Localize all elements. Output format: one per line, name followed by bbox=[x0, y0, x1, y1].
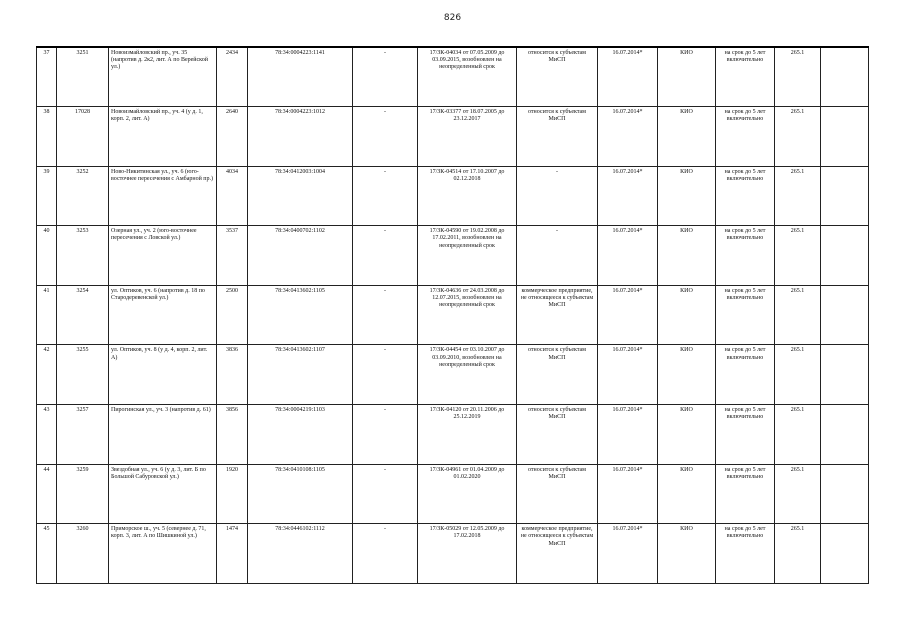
area-cell: 3537 bbox=[217, 226, 248, 286]
empty-cell-cell bbox=[821, 166, 869, 226]
empty-cell-cell bbox=[821, 285, 869, 345]
organization-cell: КИО bbox=[658, 166, 716, 226]
date-cell: 16.07.2014* bbox=[598, 47, 658, 107]
empty-cell-cell bbox=[821, 405, 869, 465]
row-number-cell: 39 bbox=[37, 166, 57, 226]
registry-rows bbox=[37, 47, 869, 583]
empty-cell-cell bbox=[821, 464, 869, 524]
organization-cell: КИО bbox=[658, 285, 716, 345]
page-number: 826 bbox=[443, 13, 462, 23]
table-row bbox=[37, 285, 869, 345]
cadastral-number-cell: 78:34:0413602:1107 bbox=[248, 345, 353, 405]
row-number-cell: 45 bbox=[37, 524, 57, 584]
address-cell: ул. Оптиков, уч. 6 (напротив д. 18 по Стародеревенской ул.) bbox=[109, 285, 217, 345]
smb-relation-cell: относится к субъектам МиСП bbox=[517, 47, 598, 107]
organization-cell: КИО bbox=[658, 524, 716, 584]
term-cell: на срок до 5 лет включительно bbox=[716, 285, 775, 345]
date-cell: 16.07.2014* bbox=[598, 405, 658, 465]
smb-relation-cell: коммерческое предприятие, не относящееся к субъектам МиСП bbox=[517, 285, 598, 345]
row-number-cell: 41 bbox=[37, 285, 57, 345]
dash-cell-cell: - bbox=[353, 226, 418, 286]
table-row bbox=[37, 345, 869, 405]
code-cell: 265.1 bbox=[775, 166, 821, 226]
row-number-cell: 43 bbox=[37, 405, 57, 465]
area-cell: 2640 bbox=[217, 107, 248, 167]
table-row bbox=[37, 524, 869, 584]
permit-info-cell: 17/ЗК-04514 от 17.10.2007 до 02.12.2018 bbox=[418, 166, 517, 226]
date-cell: 16.07.2014* bbox=[598, 166, 658, 226]
table-row bbox=[37, 166, 869, 226]
permit-info-cell: 17/ЗК-03377 от 18.07.2005 до 23.12.2017 bbox=[418, 107, 517, 167]
code-cell: 265.1 bbox=[775, 524, 821, 584]
date-cell: 16.07.2014* bbox=[598, 524, 658, 584]
code-cell: 265.1 bbox=[775, 464, 821, 524]
object-id-cell: 3254 bbox=[57, 285, 109, 345]
empty-cell-cell bbox=[821, 345, 869, 405]
area-cell: 3856 bbox=[217, 405, 248, 465]
organization-cell: КИО bbox=[658, 47, 716, 107]
address-cell: Новоизмайловский пр., уч. 35 (напротив д. 2к2, лит. А по Верейской ул.) bbox=[109, 47, 217, 107]
permit-info-cell: 17/ЗК-05029 от 12.05.2009 до 17.02.2018 bbox=[418, 524, 517, 584]
dash-cell-cell: - bbox=[353, 107, 418, 167]
area-cell: 2500 bbox=[217, 285, 248, 345]
smb-relation-cell: относится к субъектам МиСП bbox=[517, 464, 598, 524]
table-row bbox=[37, 464, 869, 524]
empty-cell-cell bbox=[821, 47, 869, 107]
table-row bbox=[37, 107, 869, 167]
code-cell: 265.1 bbox=[775, 345, 821, 405]
organization-cell: КИО bbox=[658, 107, 716, 167]
row-number-cell: 44 bbox=[37, 464, 57, 524]
area-cell: 1920 bbox=[217, 464, 248, 524]
code-cell: 265.1 bbox=[775, 47, 821, 107]
address-cell: Ново-Никитинская ул., уч. 6 (юго-восточнее пересечения с Амбарной пр.) bbox=[109, 166, 217, 226]
smb-relation-cell: относится к субъектам МиСП bbox=[517, 405, 598, 465]
object-id-cell: 17028 bbox=[57, 107, 109, 167]
permit-info-cell: 17/ЗК-04590 от 19.02.2008 до 17.02.2011, возобновлен на неопределенный срок bbox=[418, 226, 517, 286]
row-number-cell: 42 bbox=[37, 345, 57, 405]
address-cell: Пирогинская ул., уч. 3 (напротив д. 61) bbox=[109, 405, 217, 465]
object-id-cell: 3253 bbox=[57, 226, 109, 286]
term-cell: на срок до 5 лет включительно bbox=[716, 405, 775, 465]
term-cell: на срок до 5 лет включительно bbox=[716, 524, 775, 584]
term-cell: на срок до 5 лет включительно bbox=[716, 226, 775, 286]
smb-relation-cell: - bbox=[517, 226, 598, 286]
dash-cell-cell: - bbox=[353, 345, 418, 405]
cadastral-number-cell: 78:34:0400702:1102 bbox=[248, 226, 353, 286]
empty-cell-cell bbox=[821, 226, 869, 286]
dash-cell-cell: - bbox=[353, 405, 418, 465]
date-cell: 16.07.2014* bbox=[598, 226, 658, 286]
permit-info-cell: 17/ЗК-04636 от 24.03.2008 до 12.07.2015, возобновлен на неопределенный срок bbox=[418, 285, 517, 345]
cadastral-number-cell: 78:34:0004223:1141 bbox=[248, 47, 353, 107]
empty-cell-cell bbox=[821, 524, 869, 584]
cadastral-number-cell: 78:34:0410108:1105 bbox=[248, 464, 353, 524]
area-cell: 4034 bbox=[217, 166, 248, 226]
organization-cell: КИО bbox=[658, 226, 716, 286]
address-cell: Озерная ул., уч. 2 (юго-восточнее пересечения с Ловской ул.) bbox=[109, 226, 217, 286]
code-cell: 265.1 bbox=[775, 405, 821, 465]
dash-cell-cell: - bbox=[353, 47, 418, 107]
object-id-cell: 3259 bbox=[57, 464, 109, 524]
cadastral-number-cell: 78:34:0412003:1004 bbox=[248, 166, 353, 226]
code-cell: 265.1 bbox=[775, 107, 821, 167]
date-cell: 16.07.2014* bbox=[598, 345, 658, 405]
table-row bbox=[37, 405, 869, 465]
area-cell: 3836 bbox=[217, 345, 248, 405]
date-cell: 16.07.2014* bbox=[598, 285, 658, 345]
row-number-cell: 40 bbox=[37, 226, 57, 286]
organization-cell: КИО bbox=[658, 345, 716, 405]
date-cell: 16.07.2014* bbox=[598, 107, 658, 167]
term-cell: на срок до 5 лет включительно bbox=[716, 107, 775, 167]
term-cell: на срок до 5 лет включительно bbox=[716, 166, 775, 226]
area-cell: 1474 bbox=[217, 524, 248, 584]
term-cell: на срок до 5 лет включительно bbox=[716, 47, 775, 107]
permit-info-cell: 17/ЗК-04454 от 03.10.2007 до 03.09.2010, возобновлен на неопределенный срок bbox=[418, 345, 517, 405]
dash-cell-cell: - bbox=[353, 524, 418, 584]
empty-cell-cell bbox=[821, 107, 869, 167]
registry-table bbox=[36, 46, 869, 584]
smb-relation-cell: - bbox=[517, 166, 598, 226]
date-cell: 16.07.2014* bbox=[598, 464, 658, 524]
object-id-cell: 3257 bbox=[57, 405, 109, 465]
cadastral-number-cell: 78:34:0004219:1103 bbox=[248, 405, 353, 465]
row-number-cell: 37 bbox=[37, 47, 57, 107]
permit-info-cell: 17/ЗК-04961 от 01.04.2009 до 01.02.2020 bbox=[418, 464, 517, 524]
dash-cell-cell: - bbox=[353, 285, 418, 345]
cadastral-number-cell: 78:34:0446102:1112 bbox=[248, 524, 353, 584]
address-cell: Приморское ш., уч. 5 (севернее д. 71, корп. 3, лит. А по Шишкиной ул.) bbox=[109, 524, 217, 584]
table-row bbox=[37, 47, 869, 107]
table-row bbox=[37, 226, 869, 286]
address-cell: ул. Оптиков, уч. 8 (у д. 4, корп. 2, лит. А) bbox=[109, 345, 217, 405]
organization-cell: КИО bbox=[658, 464, 716, 524]
term-cell: на срок до 5 лет включительно bbox=[716, 345, 775, 405]
object-id-cell: 3260 bbox=[57, 524, 109, 584]
code-cell: 265.1 bbox=[775, 226, 821, 286]
smb-relation-cell: коммерческое предприятие, не относящееся к субъектам МиСП bbox=[517, 524, 598, 584]
object-id-cell: 3252 bbox=[57, 166, 109, 226]
area-cell: 2434 bbox=[217, 47, 248, 107]
smb-relation-cell: относится к субъектам МиСП bbox=[517, 345, 598, 405]
address-cell: Звездобная ул., уч. 6 (у д. 3, лит. Б по Большой Сабуровской ул.) bbox=[109, 464, 217, 524]
object-id-cell: 3255 bbox=[57, 345, 109, 405]
smb-relation-cell: относится к субъектам МиСП bbox=[517, 107, 598, 167]
code-cell: 265.1 bbox=[775, 285, 821, 345]
dash-cell-cell: - bbox=[353, 464, 418, 524]
row-number-cell: 38 bbox=[37, 107, 57, 167]
term-cell: на срок до 5 лет включительно bbox=[716, 464, 775, 524]
object-id-cell: 3251 bbox=[57, 47, 109, 107]
dash-cell-cell: - bbox=[353, 166, 418, 226]
permit-info-cell: 17/ЗК-04120 от 20.11.2006 до 25.12.2019 bbox=[418, 405, 517, 465]
permit-info-cell: 17/ЗК-04034 от 07.05.2009 до 03.09.2015, возобновлен на неопределенный срок bbox=[418, 47, 517, 107]
organization-cell: КИО bbox=[658, 405, 716, 465]
cadastral-number-cell: 78:34:0004223:1012 bbox=[248, 107, 353, 167]
address-cell: Новоизмайловский пр., уч. 4 (у д. 1, корп. 2, лит. А) bbox=[109, 107, 217, 167]
cadastral-number-cell: 78:34:0413602:1105 bbox=[248, 285, 353, 345]
